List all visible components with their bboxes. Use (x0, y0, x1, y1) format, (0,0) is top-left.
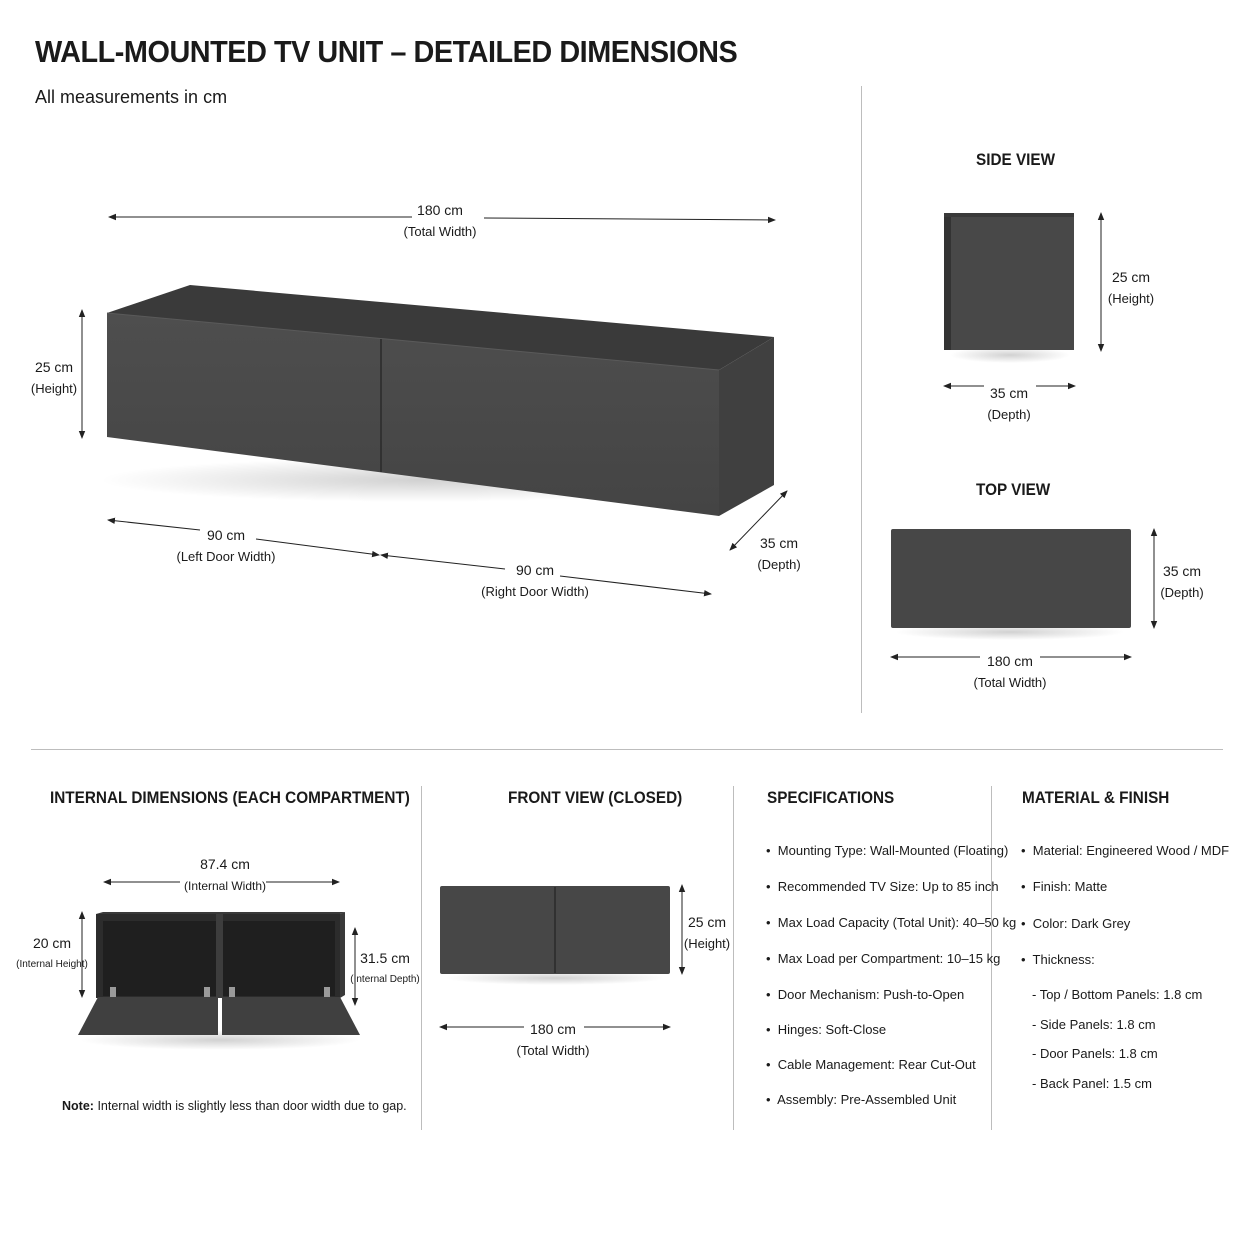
top-view-title: TOP VIEW (976, 480, 1051, 499)
spec-item: • Max Load per Compartment: 10–15 kg (766, 951, 1001, 966)
label-right-door: 90 cm (Right Door Width) (481, 562, 589, 599)
material-item: • Material: Engineered Wood / MDF (1021, 843, 1230, 858)
material-list (1021, 843, 1229, 1106)
thickness-item: - Top / Bottom Panels: 1.8 cm (1032, 987, 1203, 1002)
label-depth: 35 cm (Depth) (757, 535, 801, 572)
main-cabinet (100, 285, 774, 516)
int-label-depth: 31.5 cm (Internal Depth) (350, 950, 420, 985)
top-label-depth: 35 cm (Depth) (1160, 563, 1204, 600)
label-height: 25 cm (Height) (30, 359, 78, 396)
front-view-drawing (440, 886, 670, 985)
spec-item: • Max Load Capacity (Total Unit): 40–50 kg (766, 915, 1017, 930)
thickness-item: - Door Panels: 1.8 cm (1032, 1046, 1158, 1061)
thickness-item: - Side Panels: 1.8 cm (1032, 1017, 1156, 1032)
spec-item: • Hinges: Soft-Close (766, 1022, 887, 1037)
specifications-list (766, 843, 1016, 1127)
specifications-title: SPECIFICATIONS (767, 788, 895, 807)
front-label-width: 180 cm (Total Width) (516, 1021, 590, 1058)
label-total-width: 180 cm (Total Width) (403, 202, 477, 239)
spec-item: • Cable Management: Rear Cut-Out (766, 1057, 976, 1072)
material-item: • Thickness: (1021, 952, 1095, 967)
material-item: • Color: Dark Grey (1021, 916, 1131, 931)
page-subtitle: All measurements in cm (35, 87, 228, 107)
side-view-drawing (944, 213, 1074, 363)
int-label-width: 87.4 cm (Internal Width) (183, 856, 267, 893)
internal-title: INTERNAL DIMENSIONS (EACH COMPARTMENT) (50, 788, 410, 807)
side-label-depth: 35 cm (Depth) (987, 385, 1031, 422)
material-title: MATERIAL & FINISH (1022, 788, 1170, 807)
int-label-height: 20 cm (Internal Height) (16, 935, 88, 970)
front-view-title: FRONT VIEW (CLOSED) (508, 788, 683, 807)
label-left-door: 90 cm (Left Door Width) (176, 527, 276, 564)
thickness-item: - Back Panel: 1.5 cm (1032, 1076, 1152, 1091)
material-item: • Finish: Matte (1021, 879, 1108, 894)
internal-note: Note: Internal width is slightly less than door width due to gap. (62, 1099, 407, 1113)
dim-total-width-right (484, 218, 775, 220)
page-title: WALL-MOUNTED TV UNIT – DETAILED DIMENSIONS (35, 34, 738, 69)
spec-item: • Assembly: Pre-Assembled Unit (766, 1092, 957, 1107)
spec-item: • Door Mechanism: Push-to-Open (766, 987, 965, 1002)
spec-item: • Recommended TV Size: Up to 85 inch (766, 879, 999, 894)
top-label-width: 180 cm (Total Width) (973, 653, 1047, 690)
front-label-height: 25 cm (Height) (683, 914, 731, 951)
top-view-drawing (891, 529, 1131, 640)
side-label-height: 25 cm (Height) (1107, 269, 1155, 306)
spec-item: • Mounting Type: Wall-Mounted (Floating) (766, 843, 1009, 858)
side-view-title: SIDE VIEW (976, 150, 1056, 169)
internal-drawing (78, 912, 360, 1050)
